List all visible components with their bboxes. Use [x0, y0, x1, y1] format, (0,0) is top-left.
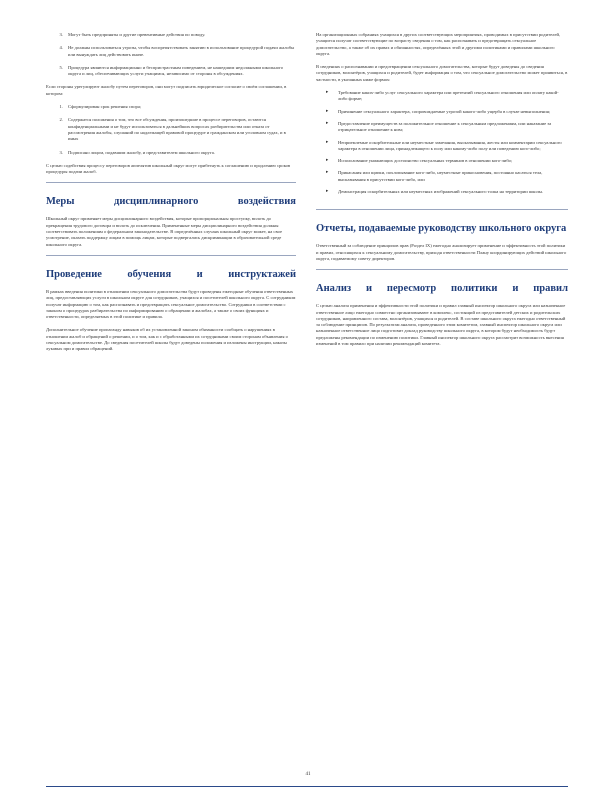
list-number: 4.	[59, 45, 63, 51]
footer-divider	[46, 786, 568, 787]
list-item	[326, 90, 568, 103]
bullet-icon: ▸	[326, 170, 329, 176]
list-text: Предоставление преимуществ за положительное отношение к сексуальным предложениям, или наказание за отрицательное отношение к ним;	[338, 120, 552, 133]
paragraph: Дополнительное обучение пропаганду навыков об их установленной законом обязанности сообщать о нарушениях в отношении жалоб и обращений о решении, и о том, как и с обработанными их сотрудниками своим сторонам объявления о сексуальном домогательстве. До сведения посетителей школы будут доведены положения и изложены инструкции, наказы лукавых при и правил обращений.	[46, 327, 288, 352]
paragraph: С целью содействия процессу переговоров аппелятив школьный округ могут прибегнуть к соглашению и продлению сроков процедуры подачи жалоб.	[46, 162, 291, 175]
paragraph: Ответственный за соблюдение принципов прав (Раздел IX) ежегодно анализирует применение и эффективность этой политики и правил, относящихся к сексуальному домогательству, приходя ответственности Плану координирующих действий школьного округа, подаваемому совету директоров.	[316, 243, 567, 261]
list-item	[326, 121, 568, 134]
section-heading-discipline: Меры дисциплинарного воздействия	[46, 196, 296, 208]
list-item	[326, 109, 568, 115]
list-item	[46, 104, 296, 110]
section-divider	[46, 255, 296, 256]
paragraph: В рамках введения политики в отношении сексуального домогательства будут проведены ежегодные обучения ответственных лиц, предоставляющих услуги в школьном округе для сотрудников, учащихся и посетителей школьного округа. С сотрудником получат информацию о том, как распознавать и предотвращать сексуальное домогательство. Сотрудники в соответствии с законом о процедурах разбирательства по информированию о обращении и жалобах, а также о своих функциях и ответственности, определяемых в этой политике и правила.	[46, 288, 296, 320]
section-heading-training: Проведение обучения и инструктажей	[46, 268, 296, 280]
list-number: 1.	[59, 104, 63, 110]
list-number: 5.	[59, 64, 63, 70]
bullet-icon: ▸	[326, 108, 329, 114]
list-text: Сформулирован срок решения спора;	[68, 104, 142, 110]
list-text: Не должны использоваться угрозы, чтобы воспрепятствовать занятию в использование процедурой подачи жалобы или вынуждать лиц действовать иначе.	[68, 45, 295, 57]
list-item	[46, 65, 296, 78]
paragraph: С целью анализа применения и эффективности этой политики и правил главный инспектор школьного округа или назначенное ответственное лицо ежегодно совместно организовывают в комплекс, состоящий из представителей детских и родительских сотрудников, направленного состава, волонтёров, учащихся и родителей. В составе школьного округа ежегодно ответственный за соблюдение принципов. По результатам анализа, проведенного этим комитетом, главный инспектор школьного округа или назначенное ответственное лицо подготовит доклад руководству школьного округа, в котором будут необходимость будут предложены рекомендации по изменению политики. Главный инспектор школьного округа рассмотрит возможность внесения изменений в том правило при наличии рекомендаций комитета.	[316, 303, 566, 347]
bulleted-list-forms	[326, 90, 568, 195]
bullet-icon: ▸	[326, 139, 329, 145]
bullet-icon: ▸	[326, 120, 329, 126]
list-text: Могут быть предприняты и другие превентивные действия по поводу.	[68, 32, 206, 37]
bullet-icon: ▸	[326, 158, 329, 164]
bullet-icon: ▸	[326, 90, 329, 96]
section-heading-reports: Отчеты, подаваемые руководству школьного округа	[316, 223, 567, 235]
list-item	[46, 150, 296, 156]
numbered-list-top	[46, 32, 296, 77]
list-text: Требование каких-либо услуг сексуального характера или претензий сексуального отношения или оплату какой-либо форме;	[338, 90, 559, 102]
list-text: Неприемлемые оскорбительные или неуместные замечания, высказывания, жесты или комментарии сексуального характера в отношении лица, принадлежащего к полу или какому-либо полу или поведению кого-либо;	[338, 139, 562, 151]
section-divider	[46, 182, 296, 183]
list-text: Демонстрация оскорбительных или неуместных изображений сексуального толка на территории школы.	[338, 189, 544, 195]
paragraph: В сведениях о распознавании и предотвращении сексуального домогательства, которые будут доведены до сведения сотрудников, волонтёров, учащихся и родителей, будет информация о том, что сексуальное домогательство может проявиться, в частности, в указанных ниже формах:	[316, 64, 568, 82]
list-item	[326, 189, 568, 195]
paragraph: Если стороны урегулируют жалобу путем переговоров, они могут подписать юридическое согласие о своём соглашении, в котором:	[46, 84, 287, 96]
list-text: Прикасания или щипки, похлопывание кого-либо, неуместные прикосновения, постоянно касаться тела, высказывания в присутствии кого-либо, или	[338, 170, 543, 182]
list-text: Использование унижающих достоинство сексуальных терминов в отношении кого-либо;	[338, 158, 513, 164]
section-divider	[316, 269, 568, 270]
list-item	[46, 45, 296, 58]
list-text: Содержатся положения о том, что все обсуждения, произошедшие в процессе переговоров, остаются конфиденциальными и не будут использоваться в дальнейших вопросах разбирательства или отказа от рассмотрения жалобы, слушаний по надлежащей правовой процедуре и гражданском или уголовном судах, и в иных	[68, 117, 286, 142]
list-item	[326, 140, 568, 153]
section-divider	[316, 209, 568, 210]
left-column	[46, 32, 296, 360]
list-text: Процедура являются информационно и беспристрастным поведением, не нашедшим недолжными школьного округа и лиц, обеспечивающих услуги учащимся, независимо от стороны в обсуждениях.	[68, 64, 284, 77]
list-number: 3.	[59, 32, 63, 37]
list-number: 3.	[59, 149, 63, 155]
paragraph: Школьный округ применяет меры дисциплинарного воздействия, которые пропорциональны проступку, вплоть до прекращения трудового договора и вплоть до исключения. Примененные меры дисциплинарного воздействия должны соответствовать положениям о федеральном законодательстве. В определённых случаях школьный округ может, на свое усмотрение, оказать поддержку лицам в помощь лицам, которые подвергались дискриминации в образовательной среде школьного округа.	[46, 216, 282, 247]
section-heading-analysis: Анализ и пересмотр политики и правил	[316, 283, 568, 295]
page-number: 41	[305, 772, 311, 777]
list-text: Причинение сексуального характера, сопровождаемые угрозой какого-либо ущерба в случае невыполнения;	[338, 108, 551, 114]
list-item	[46, 117, 296, 142]
list-item	[326, 158, 568, 164]
list-item	[326, 170, 568, 183]
list-text: Подписано лицом, подавшим жалобу, и представителем школьного округа.	[68, 149, 215, 155]
bullet-icon: ▸	[326, 189, 329, 195]
paragraph: На организационных собраниях учащихся в других соответствующих мероприятиях, проводимых в присутствии родителей, учащиеся получат соответствующие по возрасту сведения о том, как распознавать и предотвращать сексуальное домогательство, а также об их правах и обязанностях, определённых этой и другими политиками и правилами школьного округа.	[316, 32, 561, 56]
numbered-list-agreement	[46, 104, 296, 156]
list-number: 2.	[59, 117, 63, 123]
list-item	[46, 32, 296, 38]
right-column	[316, 32, 568, 354]
